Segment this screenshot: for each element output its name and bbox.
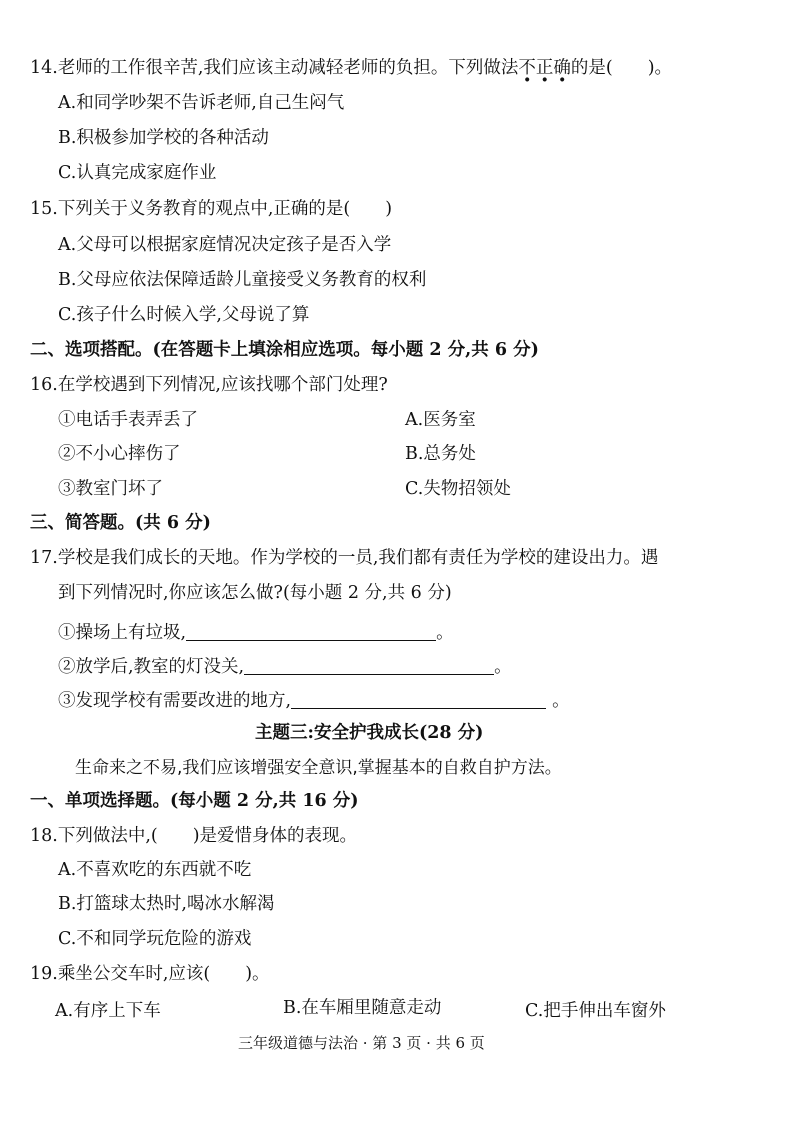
answer-blank[interactable]: [186, 622, 436, 641]
q15-stem: 15.下列关于义务教育的观点中,正确的是( ): [30, 199, 393, 219]
q15-option-c: C.孩子什么时候入学,父母说了算: [58, 305, 310, 325]
q17-item-3-text: ③发现学校有需要改进的地方,: [58, 691, 292, 711]
q14-emphasis-char: 正: [535, 58, 554, 78]
theme3-intro: 生命来之不易,我们应该增强安全意识,掌握基本的自救自护方法。: [75, 758, 562, 778]
q16-stem: 16.在学校遇到下列情况,应该找哪个部门处理?: [30, 375, 388, 395]
q18-option-c: C.不和同学玩危险的游戏: [58, 929, 252, 949]
q19-option-c: C.把手伸出车窗外: [525, 1001, 666, 1021]
q14-option-a: A.和同学吵架不告诉老师,自己生闷气: [58, 93, 345, 113]
q19-option-b: B.在车厢里随意走动: [283, 998, 442, 1018]
q16-right-a: A.医务室: [405, 410, 476, 430]
q16-right-b: B.总务处: [405, 444, 476, 464]
answer-blank[interactable]: [291, 690, 546, 709]
section2-heading: 二、选项搭配。(在答题卡上填涂相应选项。每小题 2 分,共 6 分): [30, 340, 539, 360]
q17-item-2-end: 。: [494, 657, 512, 677]
q14-emphasis-char: 不: [518, 58, 536, 78]
q14-stem: [30, 60, 672, 78]
q19-stem: 19.乘坐公交车时,应该( )。: [30, 964, 270, 984]
q16-left-3: ③教室门坏了: [58, 479, 163, 499]
q16-left-1: ①电话手表弄丢了: [58, 410, 198, 430]
q17-item-3-end: 。: [552, 691, 570, 711]
q14-emphasis-char: 确: [553, 58, 571, 78]
page-footer: 三年级道德与法治 · 第 3 页 · 共 6 页: [238, 1034, 485, 1052]
q14-option-c: C.认真完成家庭作业: [58, 163, 217, 183]
q17-item-1-text: ①操场上有垃圾,: [58, 623, 187, 643]
answer-blank[interactable]: [244, 656, 494, 675]
q16-right-c: C.失物招领处: [405, 479, 511, 499]
section3-heading: 三、简答题。(共 6 分): [30, 513, 211, 533]
q14-stem-part: 14.老师的工作很辛苦,我们应该主动减轻老师的负担。下列做法: [30, 58, 519, 78]
q15-option-a: A.父母可以根据家庭情况决定孩子是否入学: [58, 235, 392, 255]
q18-option-a: A.不喜欢吃的东西就不吃: [58, 860, 252, 880]
q17-item-3: [58, 690, 570, 711]
q18-option-b: B.打篮球太热时,喝冰水解渴: [58, 894, 275, 914]
q17-item-1: [58, 622, 454, 643]
q16-left-2: ②不小心摔伤了: [58, 444, 181, 464]
q17-stem-line1: 17.学校是我们成长的天地。作为学校的一员,我们都有责任为学校的建设出力。遇: [30, 548, 659, 568]
q14-option-b: B.积极参加学校的各种活动: [58, 128, 269, 148]
q17-stem-line2: 到下列情况时,你应该怎么做?(每小题 2 分,共 6 分): [58, 583, 452, 603]
q17-item-2-text: ②放学后,教室的灯没关,: [58, 657, 245, 677]
q18-stem: 18.下列做法中,( )是爱惜身体的表现。: [30, 826, 358, 846]
q15-option-b: B.父母应依法保障适龄儿童接受义务教育的权利: [58, 270, 427, 290]
q19-option-a: A.有序上下车: [55, 1001, 161, 1021]
section1-heading: 一、单项选择题。(每小题 2 分,共 16 分): [30, 791, 359, 811]
q14-stem-end: 的是( )。: [570, 58, 673, 78]
q17-item-2: [58, 656, 512, 677]
theme3-title: 主题三:安全护我成长(28 分): [255, 723, 484, 743]
q17-item-1-end: 。: [436, 623, 454, 643]
